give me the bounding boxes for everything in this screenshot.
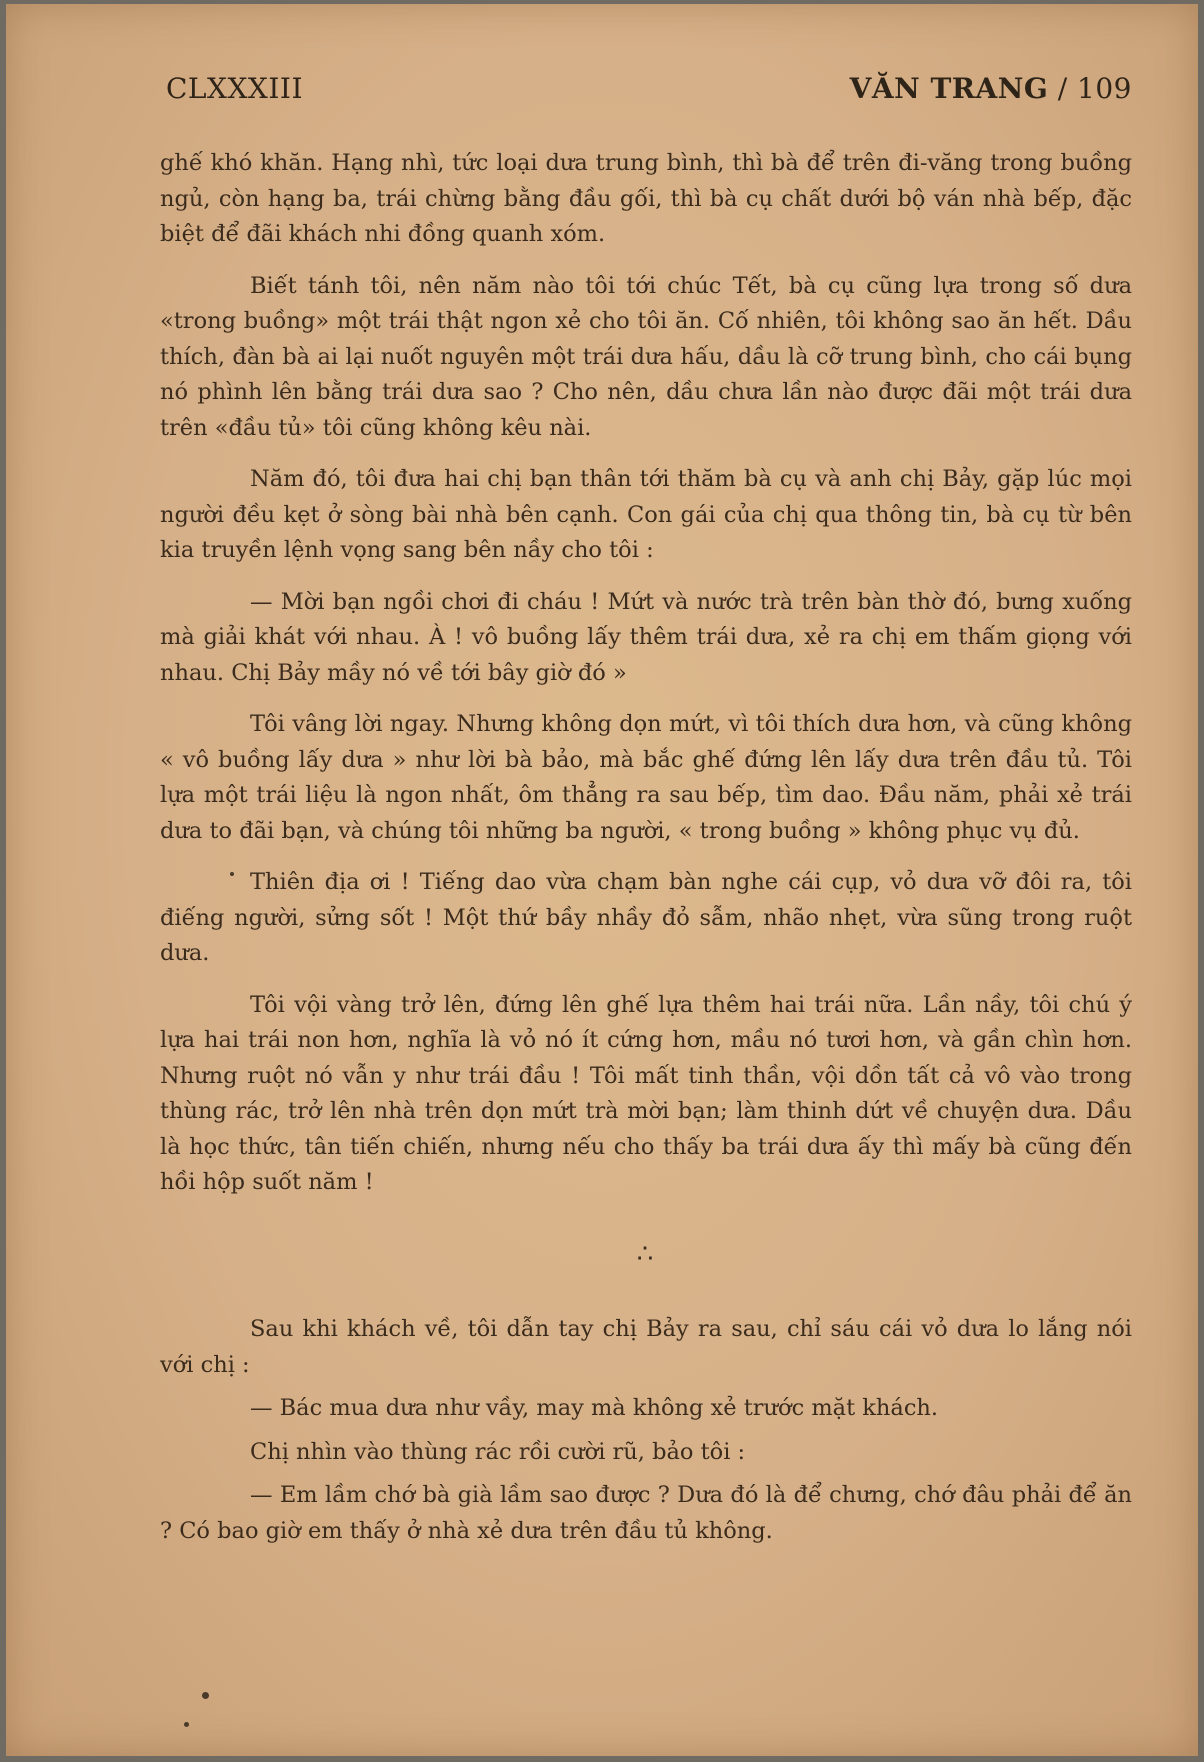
paragraph: Biết tánh tôi, nên năm nào tôi tới chúc Tết, bà cụ cũng lựa trong số dưa «trong buồng» một trái thật ngon xẻ cho tôi ăn. Cố nhiên, tôi không sao ăn hết. Dầu thích, đàn bà ai lại nuốt nguyên một trái dưa hấu, dầu là cỡ trung bình, cho cái bụng nó phình lên bằng trái dưa sao ? Cho nên, dầu chưa lần nào được đãi một trái dưa trên «đầu tủ» tôi cũng không kêu nài.: [160, 272, 1132, 441]
paragraph: Tôi vội vàng trở lên, đứng lên ghế lựa thêm hai trái nữa. Lần nầy, tôi chú ý lựa hai trái non hơn, nghĩa là vỏ nó ít cứng hơn, mầu nó tươi hơn, và gần chìn hơn. Nhưng ruột nó vẫn y như trái đầu ! Tôi mất tinh thần, vội dồn tất cả vô vào trong thùng rác, trở lên nhà trên dọn mứt trà mời bạn; làm thinh dứt về chuyện dưa. Dầu là học thức, tân tiến chiến, nhưng nếu cho thấy ba trái dưa ấy thì mấy bà cũng đến hồi hộp suốt năm !: [160, 991, 1132, 1195]
header-separator: /: [1057, 72, 1068, 105]
chapter-number: CLXXXIII: [166, 72, 303, 105]
paragraph: Sau khi khách về, tôi dẫn tay chị Bảy ra sau, chỉ sáu cái vỏ dưa lo lắng nói với chị :: [160, 1316, 1132, 1378]
paragraph: Chị nhìn vào thùng rác rồi cười rũ, bảo tôi :: [250, 1438, 746, 1465]
paragraph: Thiên địa ơi ! Tiếng dao vừa chạm bàn nghe cái cụp, vỏ dưa vỡ đôi ra, tôi điếng người, sửng sốt ! Một thứ bầy nhầy đỏ sẫm, nhão nhẹt, vừa sũng trong ruột dưa.: [160, 869, 1132, 966]
paragraph: Năm đó, tôi đưa hai chị bạn thân tới thăm bà cụ và anh chị Bảy, gặp lúc mọi người đều kẹt ở sòng bài nhà bên cạnh. Con gái của chị qua thông tin, bà cụ từ bên kia truyền lệnh vọng sang bên nầy cho tôi :: [160, 466, 1132, 563]
paragraph-continuation: ghế khó khăn. Hạng nhì, tức loại dưa trung bình, thì bà để trên đi-văng trong buồng ngủ, còn hạng ba, trái chừng bằng đầu gối, thì bà cụ chất dưới bộ ván nhà bếp, đặc biệt để đãi khách nhi đồng quanh xóm.: [160, 150, 1132, 247]
page-body: [160, 146, 1132, 1557]
paper-speck: [230, 872, 234, 876]
paragraph: Tôi vâng lời ngay. Nhưng không dọn mứt, vì tôi thích dưa hơn, và cũng không « vô buồng lấy dưa » như lời bà bảo, mà bắc ghế đứng lên lấy dưa trên đầu tủ. Tôi lựa một trái liệu là ngon nhất, ôm thẳng ra sau bếp, tìm dao. Đầu năm, phải xẻ trái dưa to đãi bạn, và chúng tôi những ba người, « trong buồng » không phục vụ đủ.: [160, 711, 1132, 844]
dialogue-paragraph: — Bác mua dưa như vầy, may mà không xẻ trước mặt khách.: [250, 1395, 939, 1421]
running-title: VĂN TRANG: [849, 72, 1049, 105]
section-separator: ∴: [636, 1238, 656, 1269]
book-page: [6, 4, 1198, 1756]
paper-speck: [184, 1722, 189, 1727]
running-head: [850, 72, 1132, 105]
paper-speck: [202, 1692, 209, 1699]
dialogue-paragraph: — Em lầm chớ bà già lầm sao được ? Dưa đó là để chưng, chớ đâu phải để ăn ? Có bao giờ em thấy ở nhà xẻ dưa trên đầu tủ không.: [160, 1482, 1132, 1544]
dialogue-paragraph: — Mời bạn ngồi chơi đi cháu ! Mứt và nước trà trên bàn thờ đó, bưng xuống mà giải khát với nhau. À ! vô buồng lấy thêm trái dưa, xẻ ra chị em thấm giọng với nhau. Chị Bảy mầy nó về tới bây giờ đó »: [160, 588, 1132, 686]
page-number: 109: [1077, 72, 1132, 105]
